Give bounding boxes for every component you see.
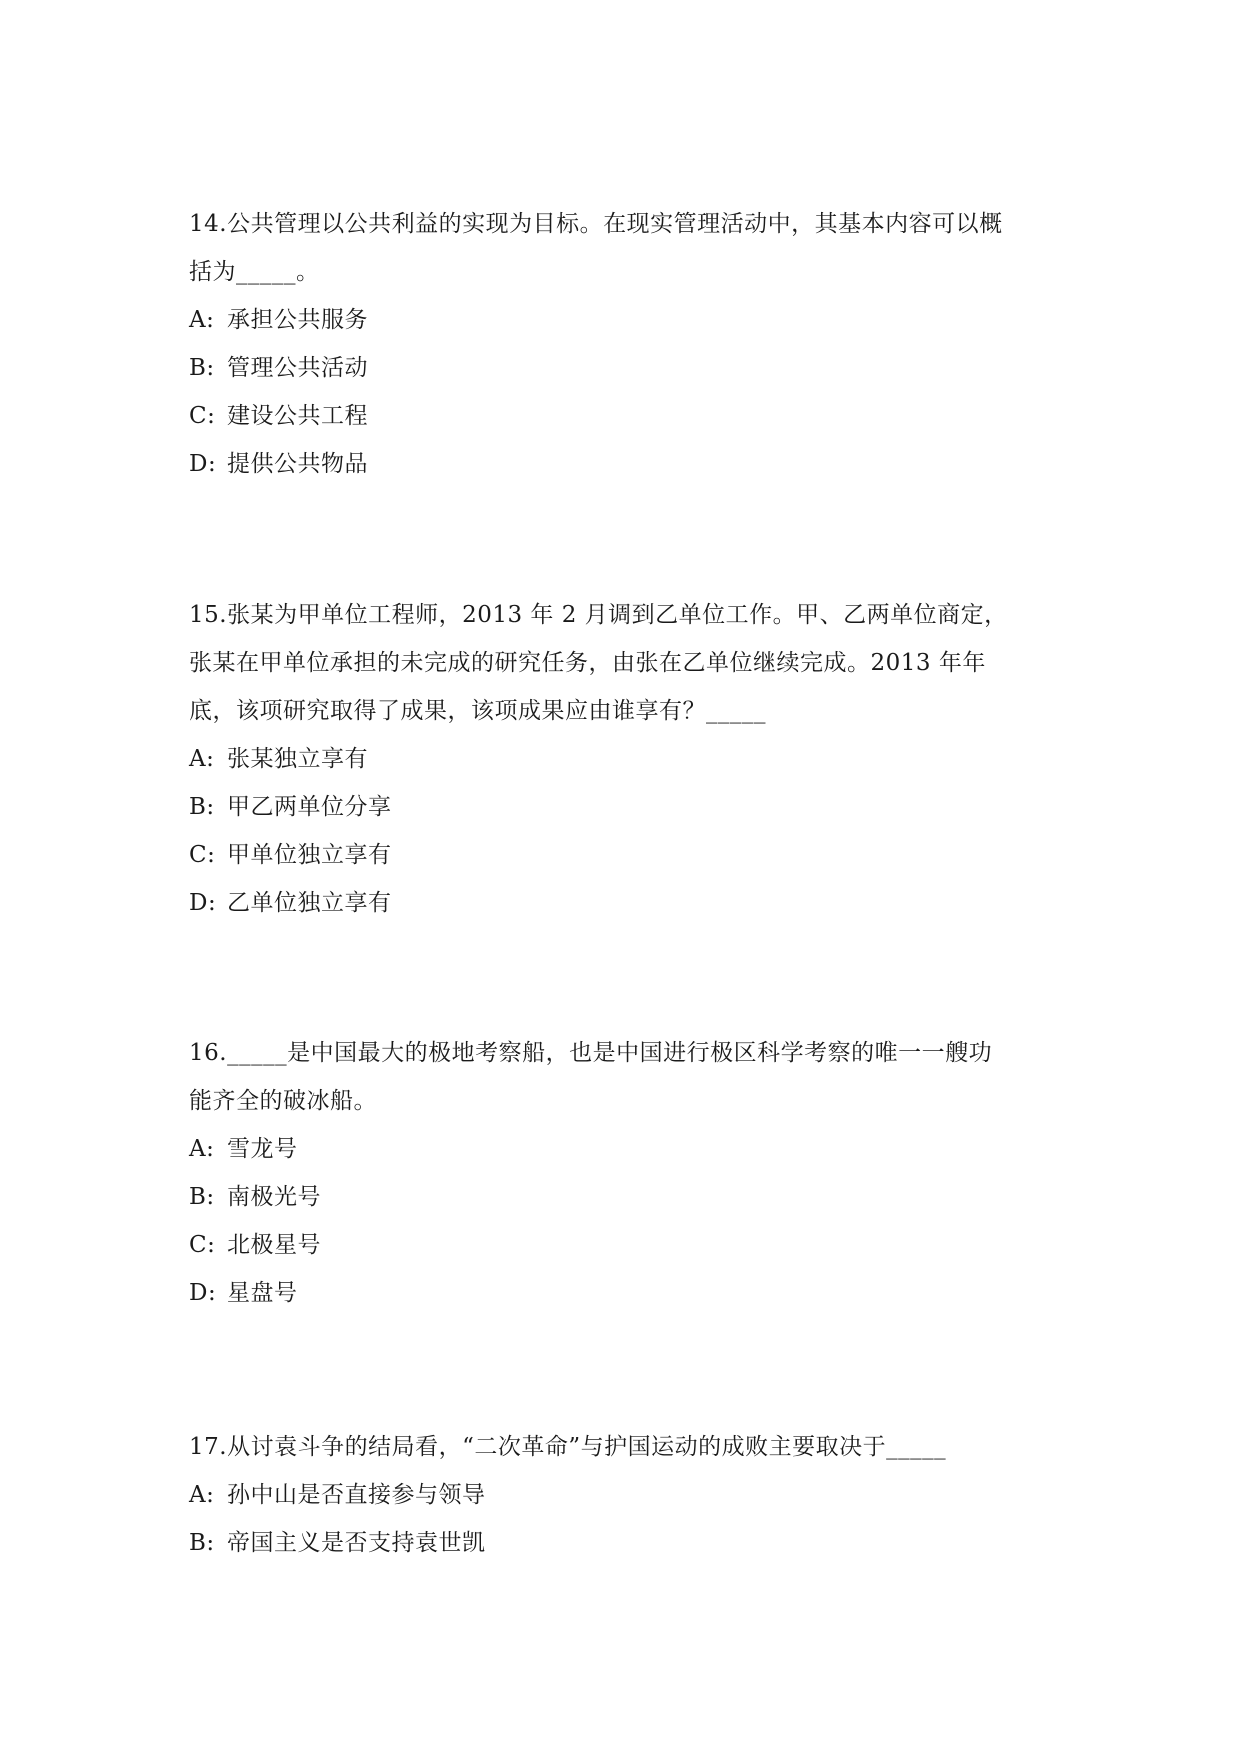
option-b [189, 1519, 1059, 1567]
option-b [189, 1173, 1059, 1221]
option-a [189, 296, 1059, 344]
option-d [189, 879, 1059, 927]
question-16 [189, 1029, 1059, 1317]
option-text: 管理公共活动 [227, 355, 368, 381]
option-text: 北极星号 [227, 1232, 321, 1258]
stem-line: 14.公共管理以公共利益的实现为目标。在现实管理活动中，其基本内容可以概 [189, 211, 1003, 237]
question-15 [189, 591, 1059, 927]
option-a [189, 1125, 1059, 1173]
option-text: 孙中山是否直接参与领导 [227, 1482, 486, 1508]
option-text: 张某独立享有 [227, 746, 368, 772]
stem-line: 括为_____。 [189, 259, 320, 285]
option-key: C: [189, 403, 216, 429]
stem-line: 张某在甲单位承担的未完成的研究任务，由张在乙单位继续完成。2013 年年 [189, 650, 986, 676]
stem-line: 底，该项研究取得了成果，该项成果应由谁享有？_____ [189, 698, 766, 724]
stem-line: 17.从讨袁斗争的结局看，“二次革命”与护国运动的成败主要取决于_____ [189, 1434, 947, 1460]
option-c [189, 392, 1059, 440]
option-text: 建设公共工程 [227, 403, 368, 429]
option-text: 提供公共物品 [227, 451, 368, 477]
option-text: 星盘号 [227, 1280, 298, 1306]
option-b [189, 344, 1059, 392]
option-key: A: [189, 1482, 215, 1508]
option-key: B: [189, 1530, 215, 1556]
question-stem [189, 1423, 1059, 1471]
question-17 [189, 1423, 1059, 1567]
option-d [189, 440, 1059, 488]
option-a [189, 735, 1059, 783]
option-d [189, 1269, 1059, 1317]
option-key: C: [189, 842, 216, 868]
option-text: 乙单位独立享有 [227, 890, 392, 916]
question-stem [189, 591, 1059, 735]
option-text: 帝国主义是否支持袁世凯 [227, 1530, 486, 1556]
option-text: 甲乙两单位分享 [227, 794, 392, 820]
stem-line: 16._____是中国最大的极地考察船，也是中国进行极区科学考察的唯一一艘功 [189, 1040, 993, 1066]
option-key: A: [189, 307, 215, 333]
option-c [189, 831, 1059, 879]
option-b [189, 783, 1059, 831]
option-key: D: [189, 451, 217, 477]
option-key: A: [189, 746, 215, 772]
option-c [189, 1221, 1059, 1269]
question-stem [189, 200, 1059, 296]
option-key: B: [189, 794, 215, 820]
option-text: 甲单位独立享有 [227, 842, 392, 868]
option-key: B: [189, 1184, 215, 1210]
stem-line: 能齐全的破冰船。 [189, 1088, 377, 1114]
option-key: A: [189, 1136, 215, 1162]
stem-line: 15.张某为甲单位工程师，2013 年 2 月调到乙单位工作。甲、乙两单位商定， [189, 602, 1008, 628]
option-key: D: [189, 890, 217, 916]
option-text: 南极光号 [227, 1184, 321, 1210]
option-text: 承担公共服务 [227, 307, 368, 333]
question-stem [189, 1029, 1059, 1125]
option-key: B: [189, 355, 215, 381]
question-14 [189, 200, 1059, 488]
option-text: 雪龙号 [227, 1136, 298, 1162]
option-key: C: [189, 1232, 216, 1258]
option-key: D: [189, 1280, 217, 1306]
option-a [189, 1471, 1059, 1519]
